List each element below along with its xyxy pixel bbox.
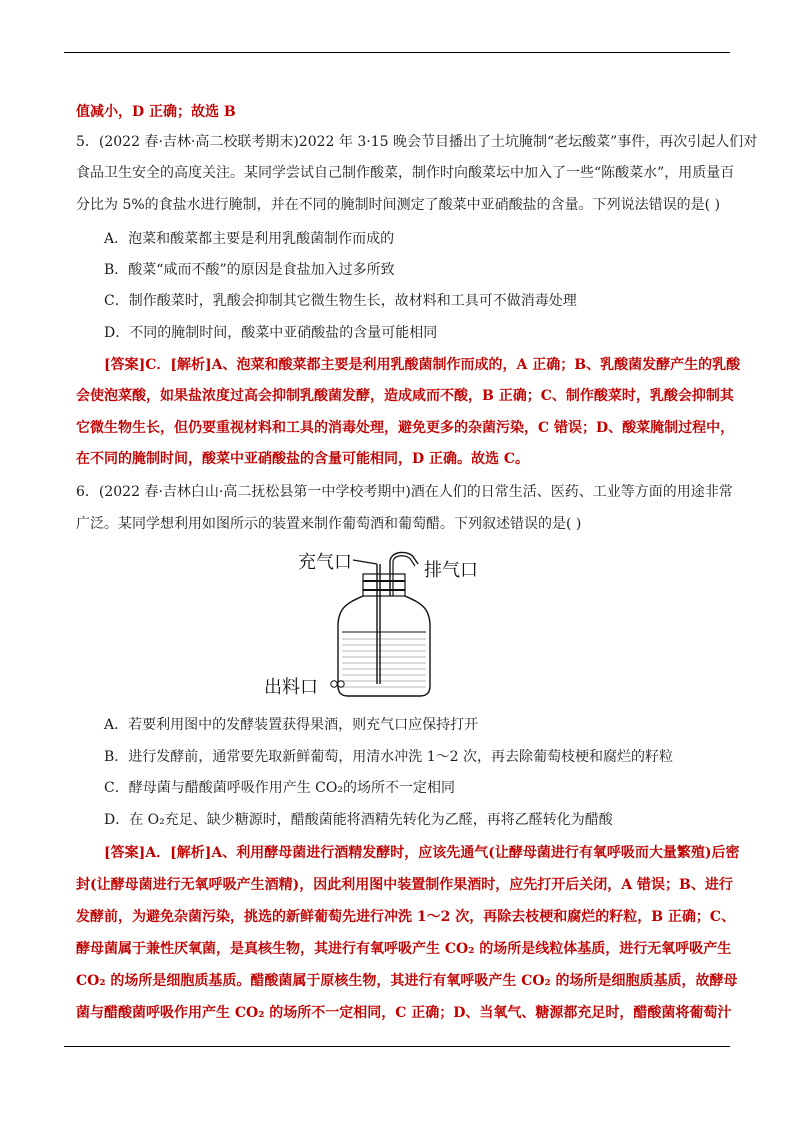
- question-6-answer: CO₂ 的场所是细胞质基质。醋酸菌属于原核生物，其进行有氧呼吸产生 CO₂ 的场所是细胞质基质，故酵母: [76, 973, 738, 989]
- question-6-option-a: A．若要利用图中的发酵装置获得果酒，则充气口应保持打开: [104, 717, 479, 733]
- question-5-answer: 它微生物生长，但仍要重视材料和工具的消毒处理，避免更多的杂菌污染，C 错误；D、酸菜腌制过程中，: [76, 420, 735, 436]
- question-6-answer: 酵母菌属于兼性厌氧菌，是真核生物，其进行有氧呼吸产生 CO₂ 的场所是线粒体基质，进行无氧呼吸产生: [76, 941, 732, 957]
- question-5-stem: 5．(2022 春·吉林·高二校联考期末)2022 年 3·15 晚会节目播出了土坑腌制“老坛酸菜”事件，再次引起人们对: [76, 134, 758, 150]
- fermentation-bottle-figure: [262, 546, 488, 702]
- question-5-answer: [答案]C．[解析]A、泡菜和酸菜都主要是利用乳酸菌制作而成的，A 正确；B、乳酸菌发酵产生的乳酸: [104, 357, 741, 373]
- question-5-option-d: D．不同的腌制时间，酸菜中亚硝酸盐的含量可能相同: [104, 325, 438, 341]
- footer-rule: [64, 1046, 730, 1047]
- answer-tail-prev: 值减小，D 正确；故选 B: [76, 104, 236, 120]
- question-5-stem: 食品卫生安全的高度关注。某同学尝试自己制作酸菜，制作时向酸菜坛中加入了一些“陈酸菜水”，用质量百: [76, 165, 735, 181]
- inlet-label: 充气口: [298, 552, 352, 573]
- question-6-option-b: B．进行发酵前，通常要先取新鲜葡萄，用清水冲洗 1～2 次，再去除葡萄枝梗和腐烂的籽粒: [104, 749, 674, 765]
- question-6-answer: 菌与醋酸菌呼吸作用产生 CO₂ 的场所不一定相同，C 正确；D、当氧气、糖源都充足时，醋酸菌将葡萄汁: [76, 1005, 732, 1021]
- question-5-option-b: B．酸菜“咸而不酸”的原因是食盐加入过多所致: [104, 262, 395, 278]
- question-6-option-c: C．酵母菌与醋酸菌呼吸作用产生 CO₂的场所不一定相同: [104, 780, 455, 796]
- question-6-answer: [答案]A．[解析]A、利用酵母菌进行酒精发酵时，应该先通气(让酵母菌进行有氧呼吸而大量繁殖)后密: [104, 845, 740, 861]
- question-6-option-d: D．在 O₂充足、缺少糖源时，醋酸菌能将酒精先转化为乙醛，再将乙醛转化为醋酸: [104, 812, 613, 828]
- question-6-answer: 发酵前，为避免杂菌污染，挑选的新鲜葡萄先进行冲洗 1～2 次，再除去枝梗和腐烂的籽粒，B 正确；C、: [76, 909, 736, 925]
- question-5-stem: 分比为 5%的食盐水进行腌制，并在不同的腌制时间测定了酸菜中亚硝酸盐的含量。下列说法错误的是( ): [76, 197, 721, 213]
- question-5-answer: 在不同的腌制时间，酸菜中亚硝酸盐的含量可能相同，D 正确。故选 C。: [76, 451, 530, 467]
- question-6-answer: 封(让酵母菌进行无氧呼吸产生酒精)，因此利用图中装置制作果酒时，应先打开后关闭，A 错误；B、进行: [76, 877, 733, 893]
- question-5-option-c: C．制作酸菜时，乳酸会抑制其它微生物生长，故材料和工具可不做消毒处理: [104, 293, 577, 309]
- discharge-label: 出料口: [264, 677, 318, 698]
- question-6-stem: 广泛。某同学想利用如图所示的装置来制作葡萄酒和葡萄醋。下列叙述错误的是( ): [76, 516, 582, 532]
- question-5-option-a: A．泡菜和酸菜都主要是利用乳酸菌制作而成的: [104, 231, 395, 247]
- question-6-stem: 6．(2022 春·吉林白山·高二抚松县第一中学校考期中)酒在人们的日常生活、医药、工业等方面的用途非常: [76, 484, 733, 500]
- question-5-answer: 会使泡菜酸，如果盐浓度过高会抑制乳酸菌发酵，造成咸而不酸，B 正确；C、制作酸菜时，乳酸会抑制其: [76, 388, 734, 404]
- header-rule: [64, 52, 730, 53]
- outlet-label: 排气口: [424, 560, 478, 581]
